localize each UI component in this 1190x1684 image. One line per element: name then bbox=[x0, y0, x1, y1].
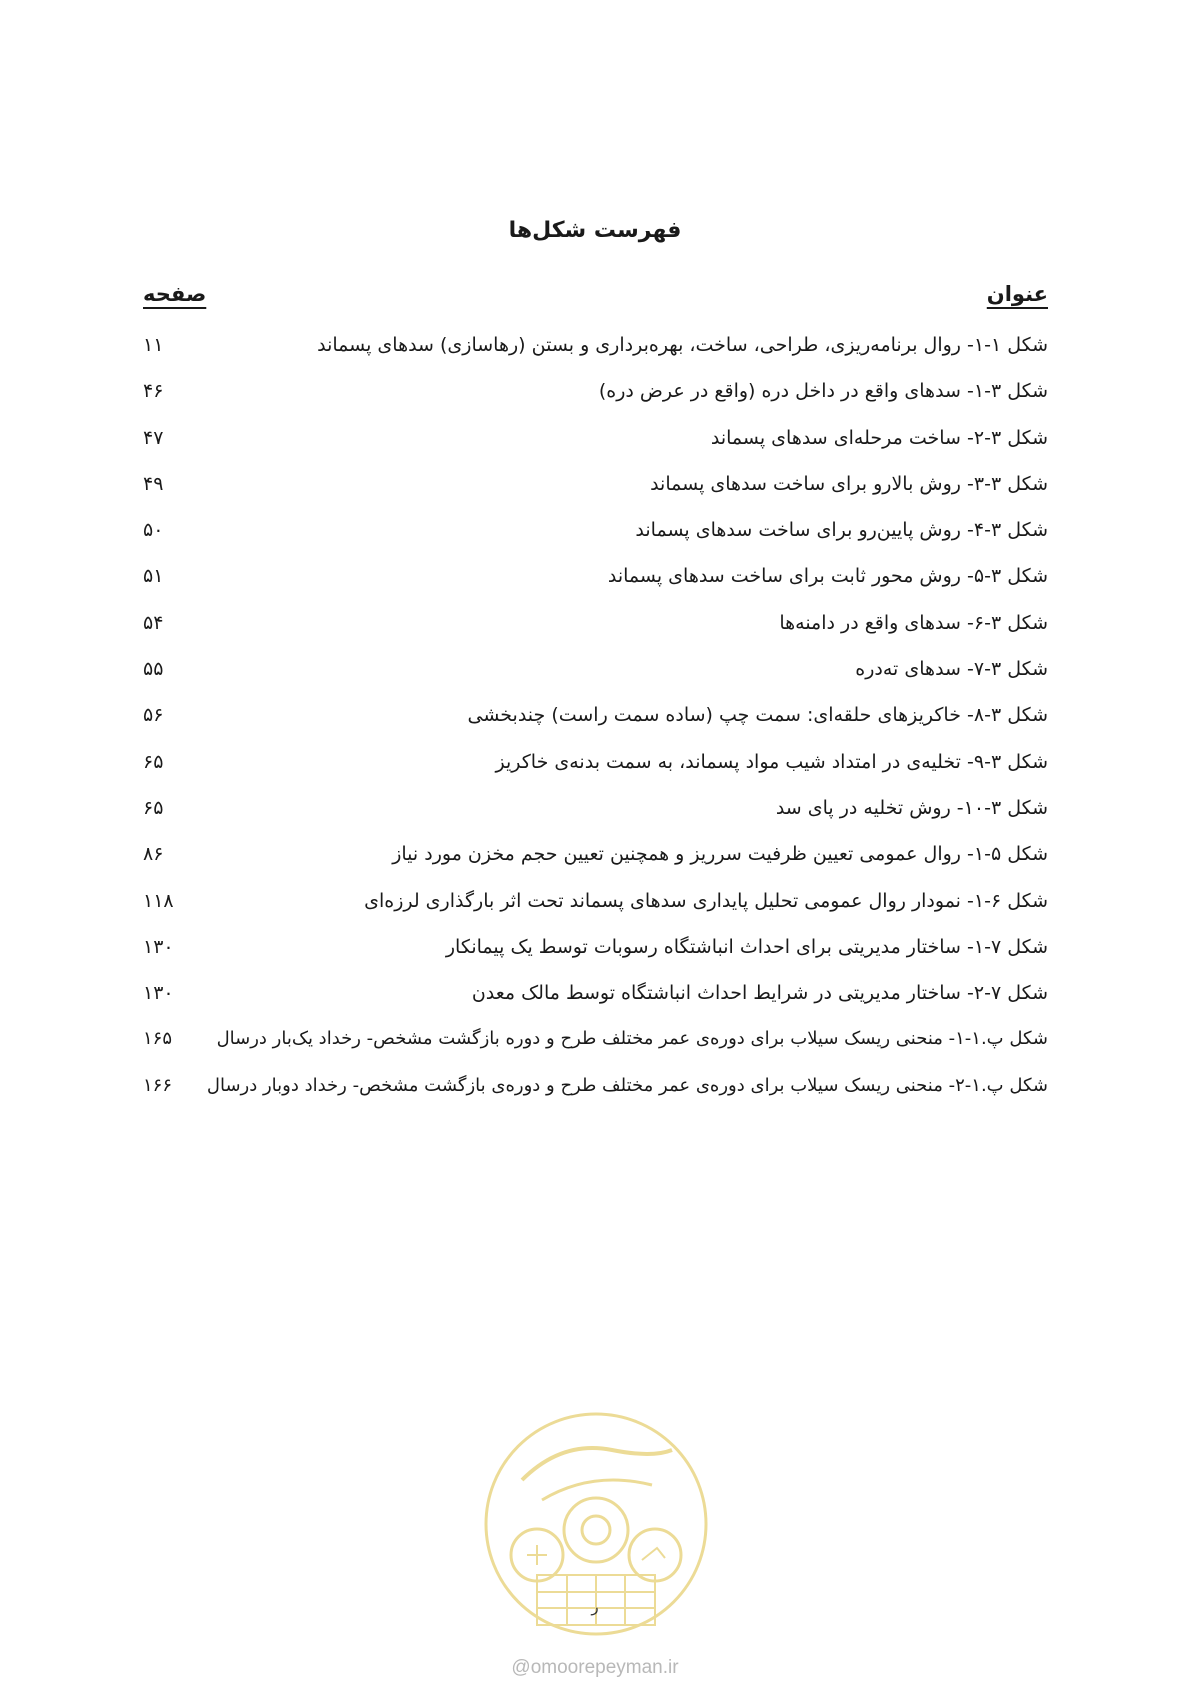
list-item bbox=[143, 839, 1048, 885]
at-sign-icon: @ bbox=[511, 1657, 531, 1678]
page-title: فهرست شکل‌ها bbox=[508, 218, 682, 243]
list-item bbox=[143, 1024, 1048, 1070]
figure-title: شکل ۱-۱- روال برنامه‌ریزی، طراحی، ساخت، بهره‌برداری و بستن (رهاسازی) سدهای پسماند bbox=[317, 334, 1048, 356]
figure-title: شکل ۵-۱- روال عمومی تعیین ظرفیت سرریز و همچنین تعیین حجم مخزن مورد نیاز bbox=[392, 843, 1048, 866]
page-reference: ۱۱ bbox=[143, 334, 164, 356]
figure-title: شکل ۳-۶- سدهای واقع در دامنه‌ها bbox=[779, 611, 1048, 634]
page-reference: ۵۰ bbox=[143, 519, 164, 542]
figure-title: شکل ۷-۱- ساختار مدیریتی برای احداث انباشتگاه رسوبات توسط یک پیمانکار bbox=[445, 935, 1048, 958]
page-reference: ۸۶ bbox=[143, 843, 164, 866]
figure-title: شکل ۳-۳- روش بالارو برای ساخت سدهای پسماند bbox=[650, 472, 1048, 495]
list-item bbox=[143, 423, 1048, 469]
page-reference: ۵۵ bbox=[143, 658, 164, 681]
list-item bbox=[143, 330, 1048, 376]
list-item bbox=[143, 608, 1048, 654]
list-item bbox=[143, 654, 1048, 700]
list-item bbox=[143, 1071, 1048, 1117]
list-item bbox=[143, 747, 1048, 793]
figure-title: شکل ۷-۲- ساختار مدیریتی در شرایط احداث انباشتگاه توسط مالک معدن bbox=[471, 982, 1048, 1005]
list-item bbox=[143, 376, 1048, 422]
column-header-row bbox=[143, 282, 1048, 316]
watermark-url-text: omoorepeyman.ir bbox=[530, 1657, 679, 1678]
figure-title: شکل ۳-۲- ساخت مرحله‌ای سدهای پسماند bbox=[710, 426, 1048, 449]
page-reference: ۵۱ bbox=[143, 565, 164, 588]
column-page-header: صفحه bbox=[143, 282, 207, 306]
figure-title: شکل ۳-۱- سدهای واقع در داخل دره (واقع در عرض دره) bbox=[598, 380, 1048, 403]
page-reference: ۴۷ bbox=[143, 426, 164, 449]
page-reference: ۴۹ bbox=[143, 472, 164, 495]
figure-title: شکل ۳-۴- روش پایین‌رو برای ساخت سدهای پسماند bbox=[635, 519, 1048, 542]
page-reference: ۱۶۵ bbox=[143, 1028, 173, 1050]
figure-title: شکل ۳-۵- روش محور ثابت برای ساخت سدهای پسماند bbox=[607, 565, 1048, 588]
figure-title: شکل ۶-۱- نمودار روال عمومی تحلیل پایداری سدهای پسماند تحت اثر بارگذاری لرزه‌ای bbox=[364, 889, 1048, 912]
page-number: ر bbox=[591, 1598, 599, 1616]
page-reference: ۱۶۶ bbox=[143, 1074, 173, 1096]
figure-title: شکل ۳-۹- تخلیه‌ی در امتداد شیب مواد پسماند، به سمت بدنه‌ی خاکریز bbox=[495, 750, 1048, 773]
page-reference: ۱۱۸ bbox=[143, 889, 174, 912]
page-reference: ۴۶ bbox=[143, 380, 164, 403]
list-item bbox=[143, 469, 1048, 515]
figure-title: شکل ۳-۷- سدهای ته‌دره bbox=[855, 658, 1048, 681]
column-title-header: عنوان bbox=[986, 282, 1048, 306]
list-item bbox=[143, 515, 1048, 561]
page-reference: ۵۶ bbox=[143, 704, 164, 727]
watermark-url bbox=[0, 1657, 1190, 1679]
figure-title: شکل ۳-۱۰- روش تخلیه در پای سد bbox=[775, 796, 1048, 819]
list-item bbox=[143, 978, 1048, 1024]
figure-title: شکل پ.۱-۲- منحنی ریسک سیلاب برای دوره‌ی عمر مختلف طرح و دوره‌ی بازگشت مشخص- رخداد دوبار درسال bbox=[206, 1074, 1048, 1096]
page-reference: ۶۵ bbox=[143, 796, 164, 819]
page-reference: ۶۵ bbox=[143, 750, 164, 773]
figure-title: شکل پ.۱-۱- منحنی ریسک سیلاب برای دوره‌ی عمر مختلف طرح و دوره بازگشت مشخص- رخداد یک‌بار درسال bbox=[216, 1028, 1048, 1050]
list-item bbox=[143, 700, 1048, 746]
figure-list bbox=[143, 330, 1048, 1117]
list-item bbox=[143, 886, 1048, 932]
page-reference: ۱۳۰ bbox=[143, 982, 174, 1005]
list-item bbox=[143, 793, 1048, 839]
list-item bbox=[143, 932, 1048, 978]
page-reference: ۱۳۰ bbox=[143, 935, 174, 958]
page-reference: ۵۴ bbox=[143, 611, 164, 634]
figure-title: شکل ۳-۸- خاکریزهای حلقه‌ای: سمت چپ (ساده سمت راست) چندبخشی bbox=[467, 704, 1048, 727]
list-item bbox=[143, 561, 1048, 607]
